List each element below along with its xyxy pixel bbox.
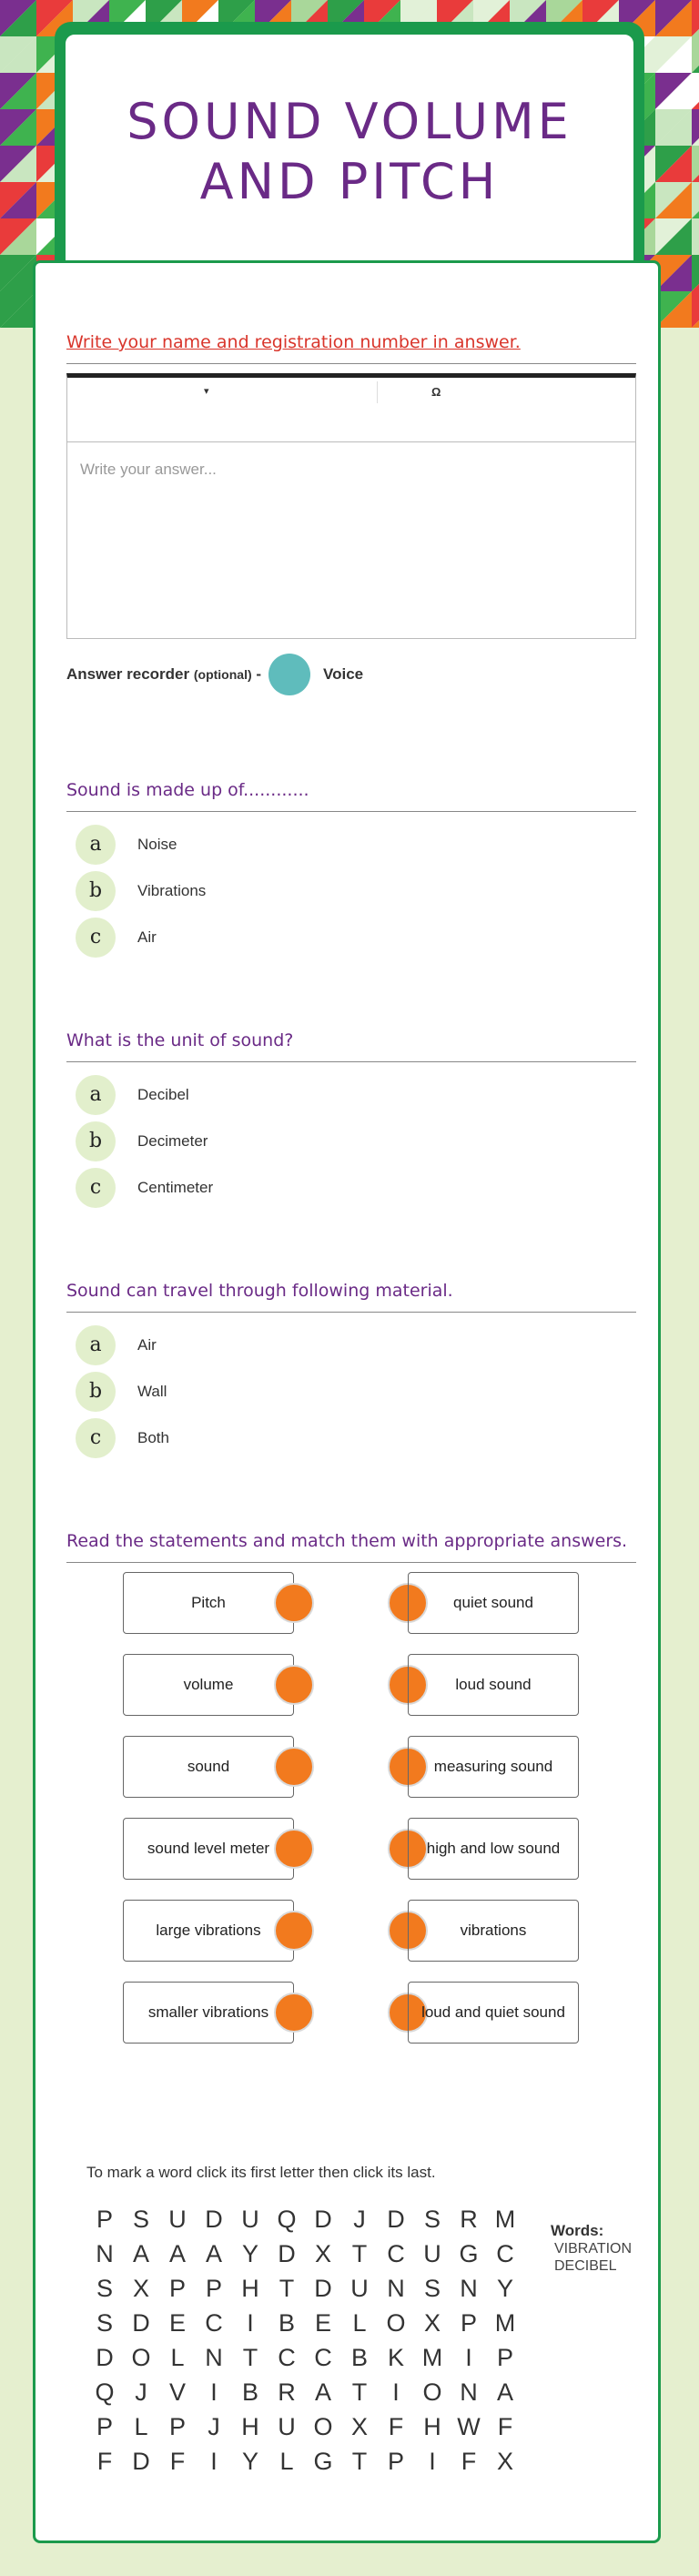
word-search-letter[interactable]: H [241, 2413, 259, 2440]
question-title: What is the unit of sound? [66, 1029, 636, 1062]
word-search-letter[interactable]: B [278, 2309, 295, 2337]
word-search-letter[interactable]: C [496, 2240, 514, 2267]
word-search-letter[interactable]: D [278, 2240, 296, 2267]
word-search-letter[interactable]: P [168, 2275, 186, 2302]
word-search-letter[interactable]: I [247, 2309, 254, 2337]
match-left-item[interactable]: sound [123, 1736, 294, 1798]
option-letter: c [76, 918, 116, 958]
match-right-item[interactable]: loud sound [408, 1654, 579, 1716]
word-search-letter[interactable]: I [429, 2448, 436, 2475]
word-search-letter[interactable]: R [278, 2378, 296, 2406]
answer-recorder [66, 654, 636, 695]
word-search-letter[interactable]: U [278, 2413, 296, 2440]
match-row [66, 1982, 636, 2064]
matching-title: Read the statements and match them with appropriate answers. [66, 1529, 636, 1563]
word-search-letter[interactable]: C [387, 2240, 405, 2267]
word-search-letter[interactable]: U [350, 2275, 369, 2302]
word-search-letter[interactable]: F [388, 2413, 404, 2440]
word-search-letter[interactable]: D [314, 2206, 332, 2233]
question-title: Sound is made up of............ [66, 778, 636, 812]
option-b[interactable] [66, 867, 636, 914]
word-search-letter[interactable]: I [392, 2378, 400, 2406]
option-c[interactable] [66, 1164, 636, 1211]
match-row [66, 1572, 636, 1654]
option-b[interactable] [66, 1368, 636, 1415]
option-c[interactable] [66, 914, 636, 960]
page-title: SOUND VOLUME AND PITCH [127, 93, 572, 210]
word-search-letter[interactable]: U [423, 2240, 441, 2267]
word-search-letter[interactable]: T [351, 2378, 368, 2406]
word-search-letter[interactable]: E [314, 2309, 331, 2337]
word-search-letter[interactable]: V [168, 2378, 186, 2406]
question-title: Sound can travel through following material. [66, 1279, 636, 1313]
word-list-heading: Words: [551, 2222, 604, 2239]
special-character-icon[interactable]: Ω [431, 385, 441, 399]
match-right-item[interactable]: high and low sound [408, 1818, 579, 1880]
word-search-letter[interactable]: D [96, 2344, 114, 2371]
match-connector-dot[interactable] [274, 1747, 314, 1787]
recorder-label: Answer recorder [66, 665, 190, 683]
word-search-letter[interactable]: B [350, 2344, 368, 2371]
word-search-letter[interactable]: Y [241, 2448, 258, 2475]
word-search-letter[interactable]: O [313, 2413, 333, 2440]
word-search-letter[interactable]: H [241, 2275, 259, 2302]
match-left-item[interactable]: sound level meter [123, 1818, 294, 1880]
word-search-letter[interactable]: N [205, 2344, 223, 2371]
word-search-letter[interactable]: F [461, 2448, 477, 2475]
word-search-letter[interactable]: A [205, 2240, 222, 2267]
word-search-letter[interactable]: C [314, 2344, 332, 2371]
answer-textarea[interactable]: Write your answer... [80, 461, 217, 478]
word-search-letter[interactable]: J [208, 2413, 220, 2440]
name-question-title: Write your name and registration number in answer. [66, 330, 636, 364]
word-search-letter[interactable]: E [168, 2309, 186, 2337]
word-search-letter[interactable]: H [423, 2413, 441, 2440]
word-search-letter[interactable]: T [242, 2344, 258, 2371]
match-row [66, 1736, 636, 1818]
match-right-item[interactable]: vibrations [408, 1900, 579, 1962]
word-search-letter[interactable]: S [96, 2275, 113, 2302]
option-letter: a [76, 825, 116, 865]
word-search-letter[interactable]: P [96, 2206, 113, 2233]
option-c[interactable] [66, 1415, 636, 1461]
header-card [55, 22, 644, 277]
word-search-letter[interactable]: G [459, 2240, 479, 2267]
word-search-letter[interactable]: N [460, 2275, 478, 2302]
word-search-letter[interactable]: L [279, 2448, 294, 2475]
word-search-letter[interactable]: S [96, 2309, 113, 2337]
word-search-letter[interactable]: Y [241, 2240, 258, 2267]
option-label: Air [137, 1335, 157, 1354]
word-search-letter[interactable]: D [132, 2448, 150, 2475]
word-search-letter[interactable]: C [278, 2344, 296, 2371]
matching-question [66, 1529, 636, 2064]
word-search-letter[interactable]: B [241, 2378, 258, 2406]
word-search-letter[interactable]: A [496, 2378, 513, 2406]
word-search-letter[interactable]: Q [95, 2378, 115, 2406]
voice-label: Voice [323, 665, 364, 683]
word-search-letter[interactable]: L [352, 2309, 367, 2337]
word-search-letter[interactable]: L [170, 2344, 185, 2371]
option-letter: a [76, 1075, 116, 1115]
word-search-letter[interactable]: S [423, 2206, 441, 2233]
word-search-letter[interactable]: Y [496, 2275, 513, 2302]
word-search-letter[interactable]: X [314, 2240, 331, 2267]
option-letter: c [76, 1168, 116, 1208]
word-search-letter[interactable]: A [132, 2240, 149, 2267]
word-search-letter[interactable]: O [422, 2378, 442, 2406]
word-list-item: DECIBEL [554, 2258, 617, 2274]
word-search-letter[interactable]: D [132, 2309, 150, 2337]
match-row [66, 1654, 636, 1736]
option-label: Wall [137, 1382, 167, 1400]
word-search-letter[interactable]: J [135, 2378, 147, 2406]
option-label: Air [137, 928, 157, 946]
question-2 [66, 1029, 636, 1211]
word-search-letter[interactable]: X [350, 2413, 368, 2440]
option-letter: c [76, 1418, 116, 1458]
word-search-letter[interactable]: F [96, 2448, 113, 2475]
word-search-letter[interactable]: P [168, 2413, 186, 2440]
word-search-letter[interactable]: N [96, 2240, 114, 2267]
match-connector-dot[interactable] [274, 1583, 314, 1623]
record-voice-button[interactable] [268, 654, 310, 695]
word-search-letter[interactable]: T [351, 2240, 368, 2267]
editor-toolbar [67, 378, 635, 442]
word-search-letter[interactable]: O [386, 2309, 406, 2337]
option-a[interactable] [66, 821, 636, 867]
worksheet-card [33, 260, 661, 2543]
match-right-item[interactable]: loud and quiet sound [408, 1982, 579, 2044]
word-search-letter[interactable]: M [421, 2344, 443, 2371]
match-left-item[interactable]: volume [123, 1654, 294, 1716]
word-search-letter[interactable]: P [496, 2344, 513, 2371]
option-b[interactable] [66, 1118, 636, 1164]
question-1 [66, 778, 636, 960]
option-label: Centimeter [137, 1178, 214, 1196]
word-search-letter[interactable]: F [497, 2413, 513, 2440]
option-label: Both [137, 1428, 169, 1446]
word-list [551, 2222, 633, 2275]
word-search-letter[interactable]: G [313, 2448, 333, 2475]
match-row [66, 1818, 636, 1900]
word-search-letter[interactable]: S [423, 2275, 441, 2302]
word-search-letter[interactable]: D [314, 2275, 332, 2302]
word-search-letter[interactable]: D [387, 2206, 405, 2233]
word-search-letter[interactable]: S [132, 2206, 149, 2233]
option-label: Noise [137, 835, 177, 853]
match-connector-dot[interactable] [274, 1665, 314, 1705]
word-search-letter[interactable]: K [387, 2344, 404, 2371]
word-search-letter[interactable]: M [494, 2206, 516, 2233]
question-3 [66, 1279, 636, 1461]
word-search-letter[interactable]: W [457, 2413, 481, 2440]
option-label: Decimeter [137, 1131, 208, 1150]
word-search-letter[interactable]: J [353, 2206, 366, 2233]
option-a[interactable] [66, 1322, 636, 1368]
word-search-letter[interactable]: X [423, 2309, 441, 2337]
word-search-letter[interactable]: N [460, 2378, 478, 2406]
word-search-letter[interactable]: P [387, 2448, 404, 2475]
recorder-dash: - [256, 665, 262, 683]
option-letter: a [76, 1325, 116, 1365]
word-search-letter[interactable]: X [496, 2448, 513, 2475]
word-search-letter[interactable]: Q [277, 2206, 297, 2233]
word-search-letter[interactable]: P [96, 2413, 113, 2440]
option-a[interactable] [66, 1071, 636, 1118]
word-search-letter[interactable]: I [210, 2448, 218, 2475]
match-left-item[interactable]: large vibrations [123, 1900, 294, 1962]
word-search-letter[interactable]: N [387, 2275, 405, 2302]
word-search-letter[interactable]: T [351, 2448, 368, 2475]
match-connector-dot[interactable] [274, 1911, 314, 1951]
match-left-item[interactable]: smaller vibrations [123, 1982, 294, 2044]
word-search-letter[interactable]: L [134, 2413, 148, 2440]
option-label: Vibrations [137, 881, 207, 899]
word-search-letter[interactable]: D [205, 2206, 223, 2233]
word-search-letter[interactable]: F [169, 2448, 186, 2475]
word-search-letter[interactable]: A [314, 2378, 331, 2406]
word-search-letter[interactable]: P [205, 2275, 222, 2302]
match-left-item[interactable]: Pitch [123, 1572, 294, 1634]
name-question [66, 330, 636, 695]
word-search-letter[interactable]: U [168, 2206, 187, 2233]
word-search-letter[interactable]: X [132, 2275, 149, 2302]
word-search-letter[interactable]: T [279, 2275, 295, 2302]
word-search [86, 2164, 656, 2491]
recorder-optional: (optional) [193, 667, 252, 682]
match-right-item[interactable]: measuring sound [408, 1736, 579, 1798]
toolbar-divider [377, 381, 378, 403]
option-letter: b [76, 1372, 116, 1412]
match-row [66, 1900, 636, 1982]
word-search-letter[interactable]: M [494, 2309, 516, 2337]
word-search-letter[interactable]: P [460, 2309, 477, 2337]
format-dropdown-icon[interactable]: ▾ [204, 386, 209, 397]
word-search-letter[interactable]: A [168, 2240, 186, 2267]
word-search-letter[interactable]: I [210, 2378, 218, 2406]
match-right-item[interactable]: quiet sound [408, 1572, 579, 1634]
word-search-letter[interactable]: C [205, 2309, 223, 2337]
word-search-instruction: To mark a word click its first letter then click its last. [86, 2164, 436, 2181]
match-connector-dot[interactable] [274, 1993, 314, 2033]
word-search-letter[interactable]: I [465, 2344, 472, 2371]
answer-editor[interactable] [66, 373, 636, 639]
option-letter: b [76, 1121, 116, 1161]
word-search-letter[interactable]: U [241, 2206, 259, 2233]
match-connector-dot[interactable] [274, 1829, 314, 1869]
word-search-letter[interactable]: O [131, 2344, 151, 2371]
option-letter: b [76, 871, 116, 911]
option-label: Decibel [137, 1085, 189, 1103]
word-search-letter[interactable]: R [460, 2206, 478, 2233]
word-list-item: VIBRATION [554, 2241, 633, 2257]
